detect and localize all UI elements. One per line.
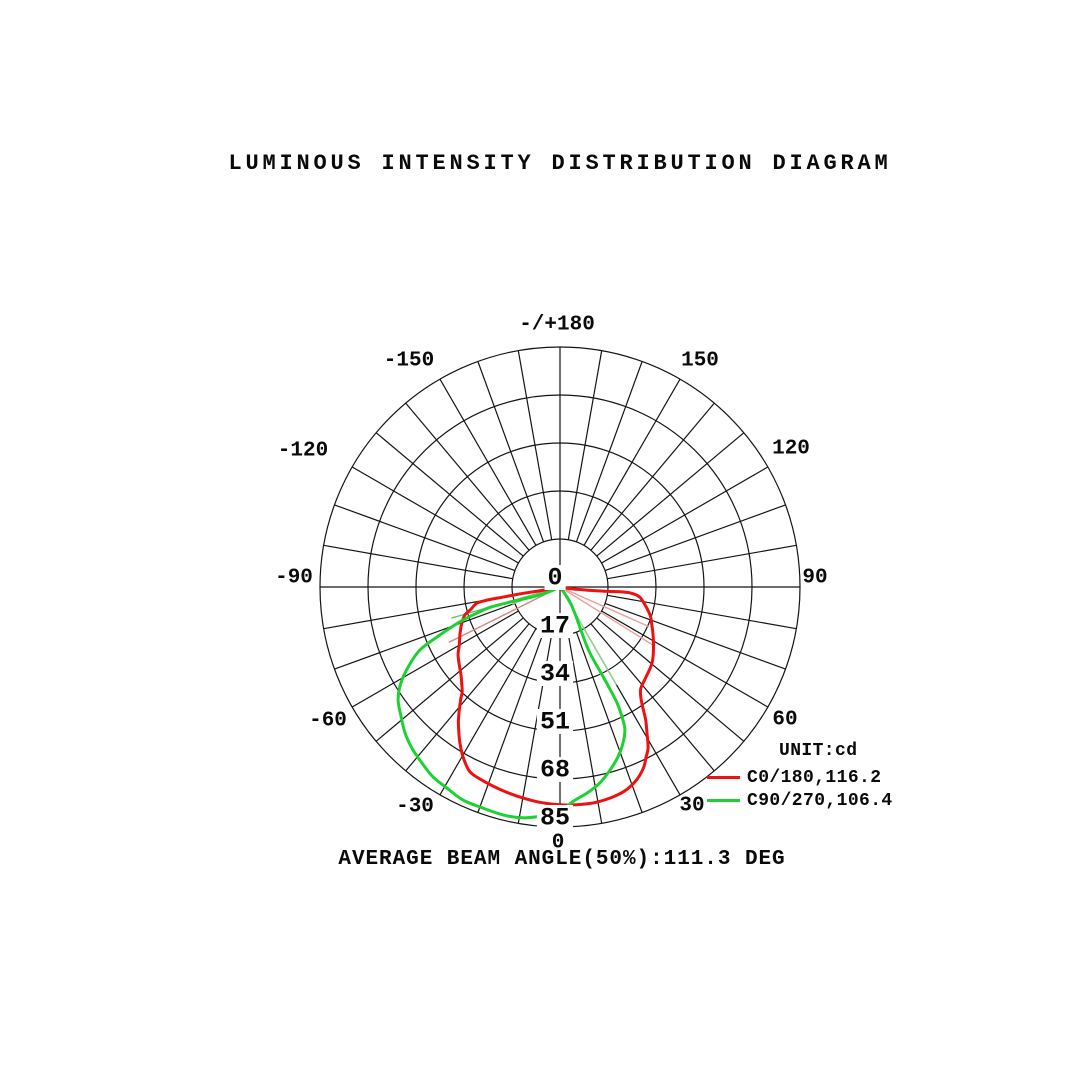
- spoke-line: [352, 611, 518, 707]
- angle-label--150: -150: [383, 349, 435, 373]
- angle-label--120: -120: [277, 439, 329, 463]
- angle-label-150: 150: [681, 349, 719, 373]
- radial-tick-label: 17: [539, 611, 571, 641]
- spoke-line: [324, 545, 513, 578]
- spoke-line: [376, 618, 523, 741]
- spoke-line: [576, 362, 642, 542]
- spoke-line: [605, 603, 785, 669]
- spoke-line: [352, 467, 518, 563]
- average-beam-angle-text: AVERAGE BEAM ANGLE(50%):111.3 DEG: [338, 848, 786, 871]
- spoke-line: [478, 362, 544, 542]
- spoke-line: [335, 603, 515, 669]
- spoke-line: [478, 632, 544, 812]
- angle-label--30: -30: [396, 795, 434, 819]
- spoke-line: [602, 611, 768, 707]
- spoke-line: [376, 433, 523, 556]
- legend-swatch: [707, 776, 740, 779]
- radial-tick-labels: [537, 564, 573, 833]
- spoke-line: [607, 545, 796, 578]
- radial-tick-label: 51: [539, 707, 571, 737]
- angle-label-180: -/+180: [519, 313, 595, 337]
- spoke-line: [406, 403, 529, 550]
- angle-label-90: 90: [802, 566, 828, 590]
- legend-item-c0-180: [707, 766, 893, 789]
- legend-label: C90/270,106.4: [747, 790, 893, 811]
- angle-label--60: -60: [309, 709, 347, 733]
- spoke-line: [518, 351, 551, 540]
- spoke-line: [591, 403, 714, 550]
- angle-label-120: 120: [772, 437, 810, 461]
- page-title: LUMINOUS INTENSITY DISTRIBUTION DIAGRAM: [228, 151, 892, 176]
- legend-swatch: [707, 799, 740, 802]
- spoke-line: [440, 379, 536, 545]
- spoke-line: [440, 629, 536, 795]
- angle-label--90: -90: [275, 566, 313, 590]
- legend: [707, 766, 893, 812]
- spoke-line: [607, 595, 796, 628]
- spoke-line: [335, 505, 515, 571]
- angle-label-30: 30: [679, 794, 705, 818]
- legend-label: C0/180,116.2: [747, 767, 882, 788]
- spoke-line: [568, 351, 601, 540]
- radial-tick-label: 0: [547, 563, 563, 593]
- spoke-line: [597, 618, 744, 741]
- radial-tick-label: 85: [539, 803, 571, 833]
- legend-item-c90-270: [707, 789, 893, 812]
- radial-tick-label: 68: [539, 755, 571, 785]
- legend-unit-label: UNIT:cd: [779, 741, 858, 761]
- spoke-line: [584, 379, 680, 545]
- radial-tick-label: 34: [539, 659, 571, 689]
- spoke-line: [605, 505, 785, 571]
- spoke-line: [602, 467, 768, 563]
- angle-label-60: 60: [772, 708, 798, 732]
- series-curve-c90-270: [398, 587, 625, 818]
- angle-label-0: 0: [551, 831, 565, 855]
- spoke-line: [597, 433, 744, 556]
